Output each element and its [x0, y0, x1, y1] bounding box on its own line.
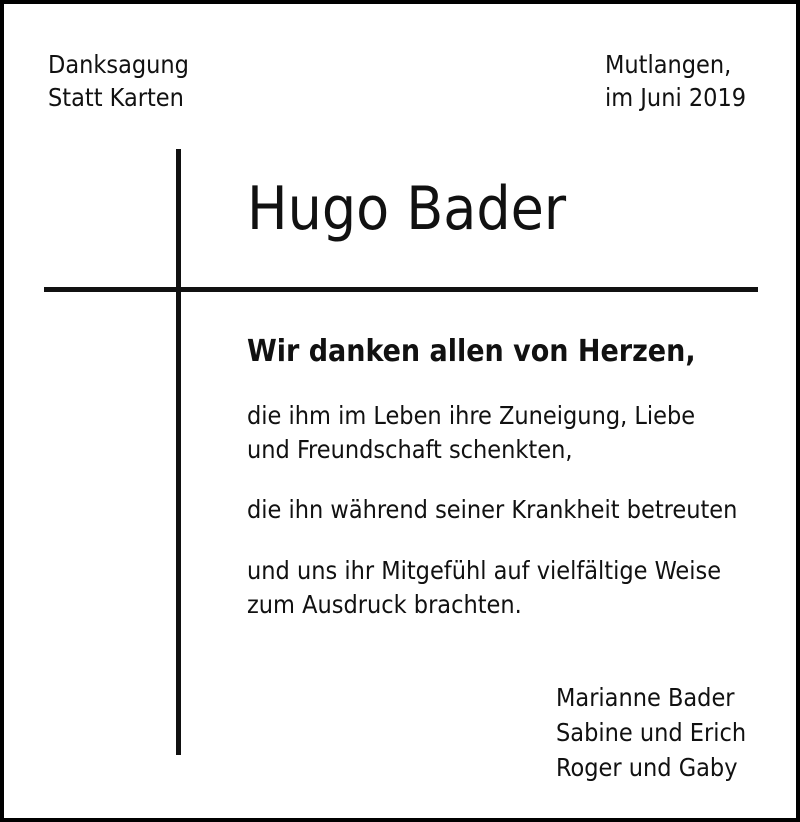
thanks-paragraph-2	[247, 493, 759, 527]
cross-icon-vertical-bar	[176, 149, 181, 755]
paragraph-line: die ihn während seiner Krankheit betreuten	[247, 495, 738, 524]
thanks-paragraph-3	[247, 554, 759, 622]
paragraph-line: und uns ihr Mitgefühl auf vielfältige Weise	[247, 556, 722, 585]
signers-list	[556, 680, 746, 785]
place-date	[605, 48, 746, 114]
deceased-name: Hugo Bader	[247, 174, 567, 244]
notice-type-line-2: Statt Karten	[48, 83, 184, 112]
thanks-headline: Wir danken allen von Herzen,	[247, 334, 696, 369]
place: Mutlangen,	[605, 50, 732, 79]
notice-type	[48, 48, 189, 114]
signer: Roger und Gaby	[556, 753, 738, 782]
paragraph-line: und Freundschaft schenkten,	[247, 435, 573, 464]
thanks-paragraph-1	[247, 399, 759, 467]
cross-icon-horizontal-bar	[44, 287, 758, 292]
signer: Marianne Bader	[556, 683, 735, 712]
notice-type-line-1: Danksagung	[48, 50, 189, 79]
signer: Sabine und Erich	[556, 718, 747, 747]
date: im Juni 2019	[605, 83, 747, 112]
paragraph-line: die ihm im Leben ihre Zuneigung, Liebe	[247, 401, 696, 430]
paragraph-line: zum Ausdruck brachten.	[247, 590, 522, 619]
